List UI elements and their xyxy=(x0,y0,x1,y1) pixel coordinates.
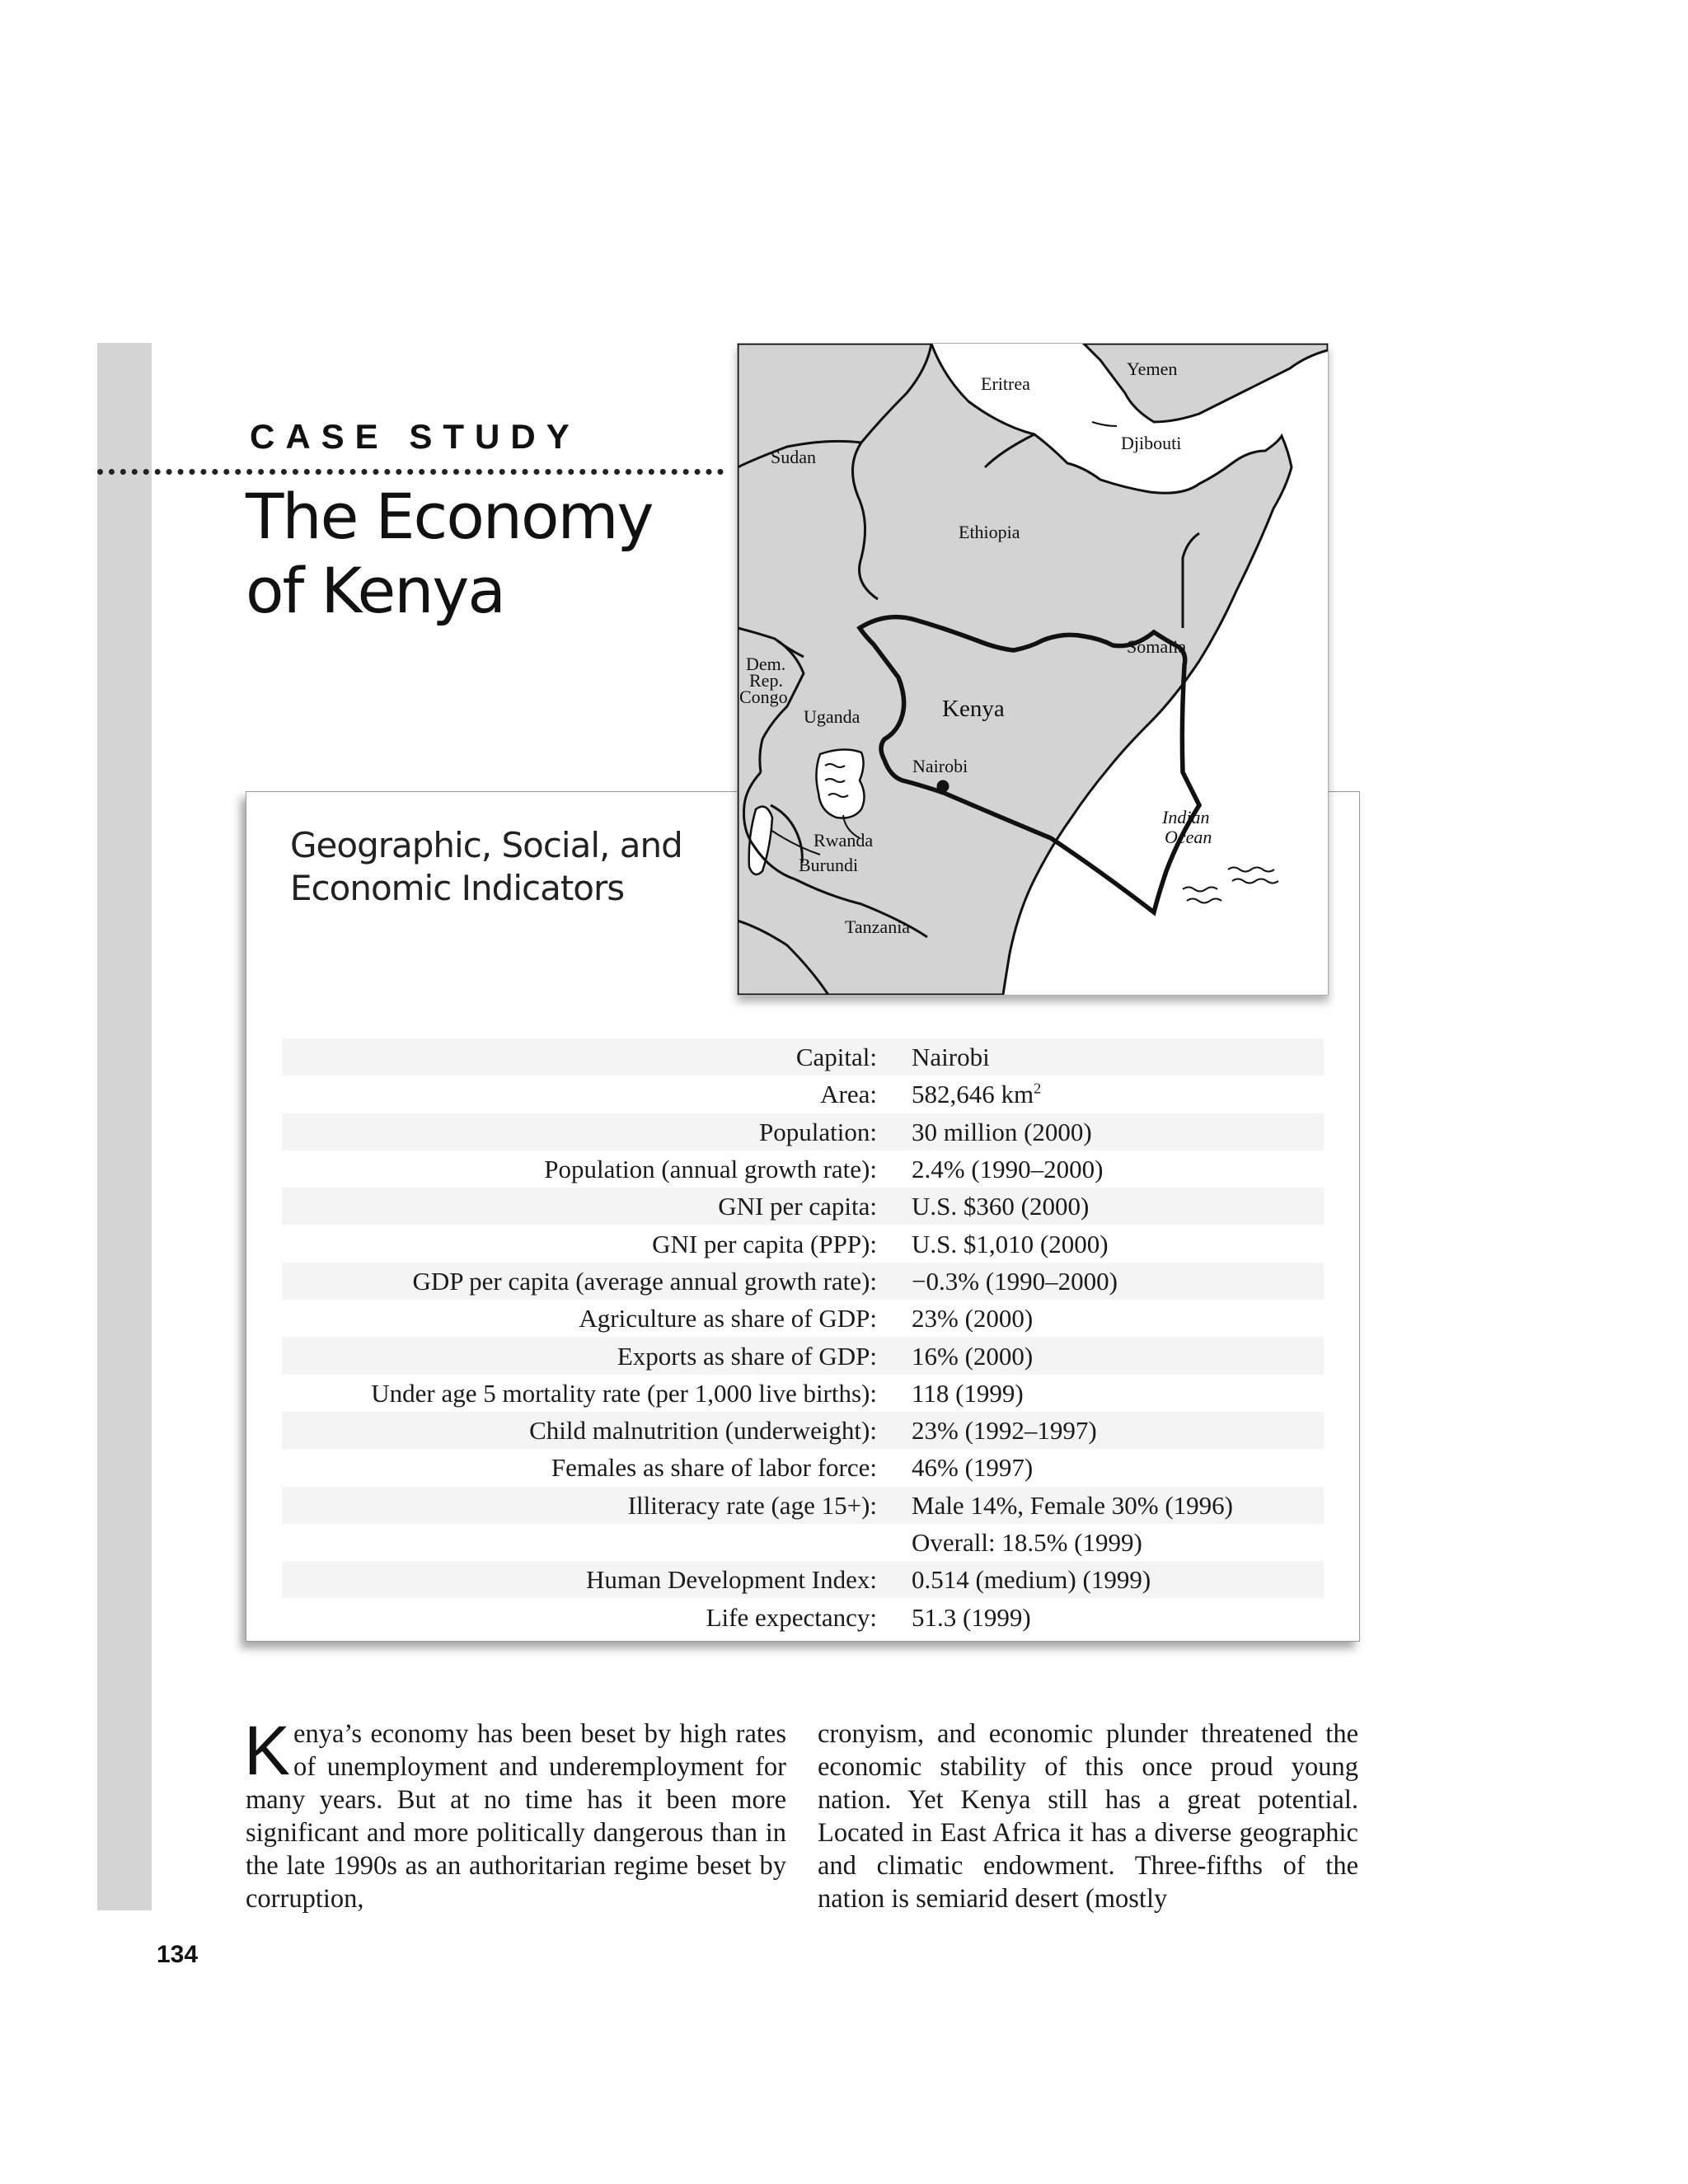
lake-victoria xyxy=(816,749,864,818)
indicator-label: Exports as share of GDP: xyxy=(282,1337,893,1374)
indicator-value-text: 0.514 (medium) (1999) xyxy=(912,1565,1151,1595)
indicator-row xyxy=(282,1449,1324,1486)
indicator-row xyxy=(282,1337,1324,1374)
label-nairobi: Nairobi xyxy=(912,756,968,776)
indicator-value xyxy=(893,1151,1324,1188)
indicator-value-text: −0.3% (1990–2000) xyxy=(912,1266,1118,1296)
indicator-value xyxy=(893,1263,1324,1300)
label-rwanda: Rwanda xyxy=(814,830,874,851)
indicator-label xyxy=(282,1524,893,1561)
indicator-value xyxy=(893,1225,1324,1262)
indicator-value-text: Nairobi xyxy=(912,1043,990,1072)
indicator-row xyxy=(282,1561,1324,1598)
label-uganda: Uganda xyxy=(804,706,860,727)
label-tanzania: Tanzania xyxy=(845,916,911,937)
indicator-value xyxy=(893,1076,1324,1113)
side-bar xyxy=(97,343,152,1910)
case-study-label: CASE STUDY xyxy=(250,417,580,456)
label-eritrea: Eritrea xyxy=(981,373,1030,394)
body-column-left xyxy=(244,1712,786,1915)
indicator-label: Under age 5 mortality rate (per 1,000 live births): xyxy=(371,1378,877,1408)
label-drc-2: Rep. xyxy=(749,670,783,691)
dotted-rule xyxy=(97,469,724,475)
label-ethiopia: Ethiopia xyxy=(959,522,1020,542)
label-djibouti: Djibouti xyxy=(1121,433,1182,453)
indicator-value-text: 16% (2000) xyxy=(912,1341,1034,1371)
indicator-value xyxy=(893,1412,1324,1449)
indicator-row xyxy=(282,1412,1324,1449)
indicator-value-text: 46% (1997) xyxy=(912,1453,1034,1483)
indicator-box-title: Geographic, Social, and Economic Indicators xyxy=(290,825,682,908)
indicator-label: Agriculture as share of GDP: xyxy=(579,1304,877,1333)
indicator-value-text: 582,646 km xyxy=(912,1080,1034,1109)
indicator-value-text: 23% (2000) xyxy=(912,1304,1034,1333)
indicator-table xyxy=(282,1038,1324,1636)
drop-cap: K xyxy=(244,1712,291,1789)
label-kenya: Kenya xyxy=(942,696,1005,722)
indicator-value xyxy=(893,1337,1324,1374)
indicator-value xyxy=(893,1375,1324,1412)
indicator-value-text: 118 (1999) xyxy=(912,1378,1024,1408)
label-indian: Indian xyxy=(1162,807,1210,827)
indicator-label: Child malnutrition (underweight): xyxy=(282,1412,893,1449)
indicator-value xyxy=(893,1449,1324,1486)
indicator-value-text: Overall: 18.5% (1999) xyxy=(912,1528,1142,1557)
indicator-row xyxy=(282,1038,1324,1076)
indicator-value xyxy=(893,1598,1324,1635)
indicator-label: GNI per capita: xyxy=(282,1188,893,1225)
indicator-row xyxy=(282,1225,1324,1262)
indicator-value xyxy=(893,1487,1324,1524)
indicator-value-text: 2.4% (1990–2000) xyxy=(912,1155,1104,1184)
indicator-value xyxy=(893,1038,1324,1076)
indicator-row xyxy=(282,1524,1324,1561)
indicator-value-text: 30 million (2000) xyxy=(912,1117,1092,1146)
label-somalia: Somalia xyxy=(1127,636,1187,657)
indicator-value xyxy=(893,1300,1324,1337)
indicator-label: Females as share of labor force: xyxy=(551,1453,877,1483)
indicator-label: GNI per capita (PPP): xyxy=(652,1229,877,1258)
indicator-row xyxy=(282,1113,1324,1151)
page-title: The Economy of Kenya xyxy=(246,480,653,627)
label-burundi: Burundi xyxy=(799,855,859,875)
indicator-label: Population (annual growth rate): xyxy=(544,1155,877,1184)
indicator-value-text: U.S. $1,010 (2000) xyxy=(912,1229,1109,1258)
label-ocean: Ocean xyxy=(1165,827,1212,847)
label-yemen: Yemen xyxy=(1127,359,1178,379)
map-of-east-africa xyxy=(737,343,1329,996)
indicator-value xyxy=(893,1113,1324,1151)
body-text-left: enya’s economy has been beset by high rates of unemployment and underemployment for many years. But at no time has it been more significant and more politically dangerous than in the late 1990s as an authoritarian regime beset by corruption, xyxy=(246,1719,786,1914)
indicator-label: GDP per capita (average annual growth rate): xyxy=(282,1263,893,1300)
indicator-value xyxy=(893,1188,1324,1225)
indicator-label: Capital: xyxy=(282,1038,893,1076)
label-drc-1: Dem. xyxy=(746,654,786,674)
label-sudan: Sudan xyxy=(771,447,816,467)
indicator-row xyxy=(282,1263,1324,1300)
indicator-label: Population: xyxy=(282,1113,893,1151)
indicator-label: Area: xyxy=(820,1080,877,1109)
page-number: 134 xyxy=(157,1941,199,1968)
indicator-value-text: Male 14%, Female 30% (1996) xyxy=(912,1490,1233,1520)
indicator-row xyxy=(282,1151,1324,1188)
indicator-value-text: 23% (1992–1997) xyxy=(912,1416,1097,1446)
indicator-label: Human Development Index: xyxy=(282,1561,893,1598)
nairobi-dot xyxy=(937,780,950,793)
indicator-row xyxy=(282,1375,1324,1412)
indicator-superscript: 2 xyxy=(1034,1080,1042,1098)
label-drc-3: Congo xyxy=(739,687,788,707)
body-column-right: cronyism, and economic plunder threatened the economic stability of this once proud young nation. Yet Kenya still has a great potential. Located in East Africa it has a diverse geographic and climatic endowment. Three-fifths of the nation is semiarid desert (mostly xyxy=(818,1719,1358,1914)
indicator-label: Illiteracy rate (age 15+): xyxy=(282,1487,893,1524)
indicator-row xyxy=(282,1598,1324,1635)
indicator-row xyxy=(282,1300,1324,1337)
indicator-value-text: 51.3 (1999) xyxy=(912,1602,1031,1632)
indicator-value xyxy=(893,1561,1324,1598)
indicator-value-text: U.S. $360 (2000) xyxy=(912,1192,1090,1221)
indicator-row xyxy=(282,1188,1324,1225)
indicator-value xyxy=(893,1524,1324,1561)
indicator-row xyxy=(282,1487,1324,1524)
indicator-label: Life expectancy: xyxy=(706,1602,877,1632)
indicator-row xyxy=(282,1076,1324,1113)
